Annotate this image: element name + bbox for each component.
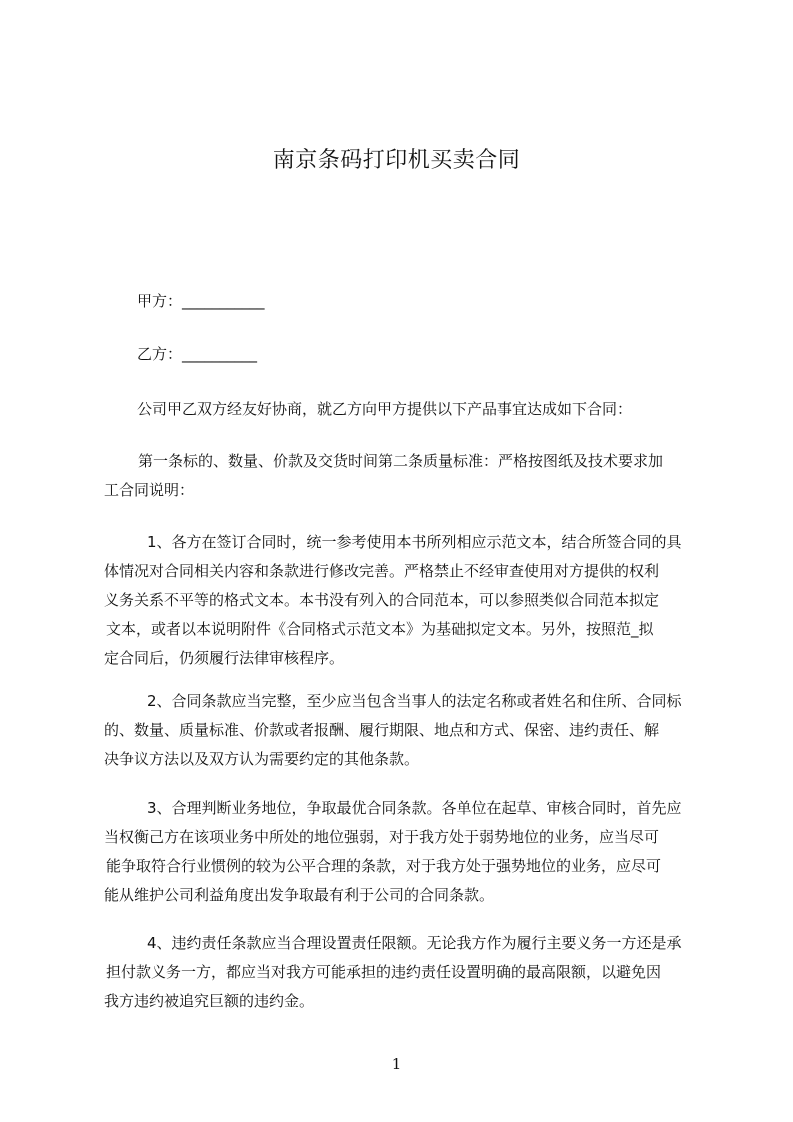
party-b-line: 乙方：__________ <box>137 345 258 363</box>
intro-paragraph: 公司甲乙双方经友好协商，就乙方向甲方提供以下产品事宜达成如下合同： <box>137 400 633 418</box>
paragraph-line: 第一条标的、数量、价款及交货时间第二条质量标准：严格按图纸及技术要求加 <box>138 452 664 470</box>
paragraph-line: 4、违约责任条款应当合理设置责任限额。无论我方作为履行主要义务一方还是承 <box>147 934 682 952</box>
paragraph-line: 2、合同条款应当完整，至少应当包含当事人的法定名称或者姓名和住所、合同标 <box>147 692 682 710</box>
paragraph-line: 决争议方法以及双方认为需要约定的其他条款。 <box>104 750 420 768</box>
page-number: 1 <box>391 1055 402 1073</box>
article-1-paragraph <box>92 447 708 505</box>
paragraph-line: 能从维护公司利益角度出发争取最有利于公司的合同条款。 <box>104 886 495 904</box>
paragraph-line: 当权衡己方在该项业务中所处的地位强弱，对于我方处于弱势地位的业务，应当尽可 <box>104 828 660 846</box>
note-4-paragraph <box>92 929 708 1016</box>
paragraph-line: 工合同说明： <box>104 481 195 499</box>
document-title: 南京条码打印机买卖合同 <box>272 148 521 173</box>
paragraph-line: 3、合理判断业务地位，争取最优合同条款。各单位在起草、审核合同时，首先应 <box>147 799 682 817</box>
note-3-paragraph <box>92 794 708 910</box>
paragraph-line: 能争取符合行业惯例的较为公平合理的条款，对于我方处于强势地位的业务，应尽可 <box>106 857 662 875</box>
paragraph-line: 义务关系不平等的格式文本。本书没有列入的合同范本，可以参照类似合同范本拟定 <box>104 591 660 609</box>
paragraph-line: 我方违约被追究巨额的违约金。 <box>104 992 315 1010</box>
note-2-paragraph <box>92 687 708 774</box>
paragraph-line: 定合同后，仍须履行法律审核程序。 <box>104 649 345 667</box>
paragraph-line: 担付款义务一方，都应当对我方可能承担的违约责任设置明确的最高限额，以避免因 <box>106 963 662 981</box>
note-1-paragraph <box>92 528 708 673</box>
paragraph-line: 1、各方在签订合同时，统一参考使用本书所列相应示范文本，结合所签合同的具 <box>147 533 682 551</box>
paragraph-line: 体情况对合同相关内容和条款进行修改完善。严格禁止不经审查使用对方提供的权利 <box>104 562 660 580</box>
party-a-line: 甲方：___________ <box>137 292 265 310</box>
paragraph-line: 文本，或者以本说明附件《合同格式示范文本》为基础拟定文本。另外，按照范_拟 <box>106 620 654 638</box>
paragraph-line: 的、数量、质量标准、价款或者报酬、履行期限、地点和方式、保密、违约责任、解 <box>104 721 660 739</box>
